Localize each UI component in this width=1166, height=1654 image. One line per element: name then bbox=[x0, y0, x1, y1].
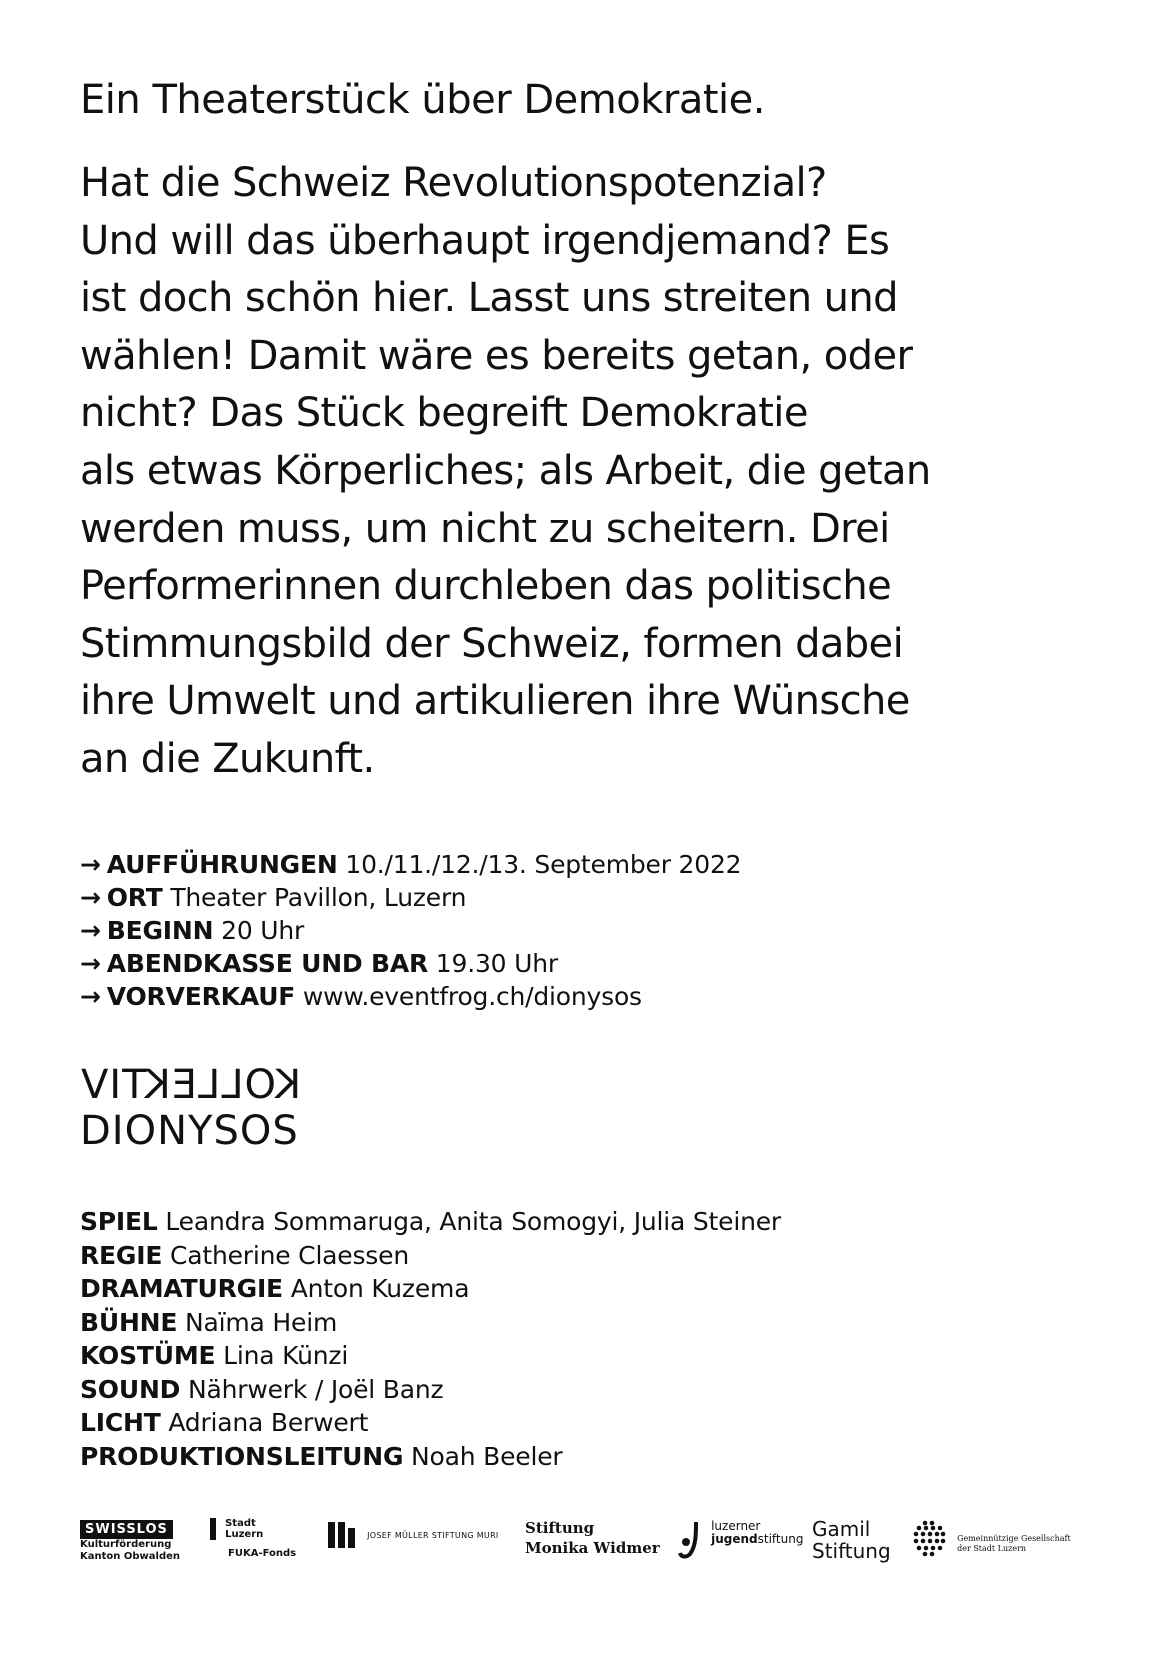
description-paragraph bbox=[80, 155, 1100, 789]
credit-row bbox=[80, 1272, 781, 1306]
credit-names: Noah Beeler bbox=[411, 1441, 563, 1471]
credit-role: BÜHNE bbox=[80, 1307, 178, 1337]
credit-names: Nährwerk / Joël Banz bbox=[187, 1374, 444, 1404]
swisslos-wordmark: SWISSLOS bbox=[80, 1520, 173, 1539]
credit-row bbox=[80, 1306, 781, 1340]
josef-mueller-stiftung-logo bbox=[328, 1522, 499, 1548]
josef-mueller-icon bbox=[328, 1522, 358, 1548]
description-line: an die Zukunft. bbox=[80, 735, 375, 782]
swisslos-logo bbox=[80, 1518, 180, 1563]
sponsor-text: der Stadt Luzern bbox=[957, 1544, 1027, 1553]
jugendstiftung-icon bbox=[678, 1520, 704, 1560]
credit-role: LICHT bbox=[80, 1408, 161, 1437]
credit-names: Naïma Heim bbox=[185, 1307, 338, 1337]
description-line: Stimmungsbild der Schweiz, formen dabei bbox=[80, 620, 904, 667]
sponsor-text: jugend bbox=[711, 1532, 758, 1546]
info-row-start bbox=[80, 914, 741, 947]
sponsor-text: Stiftung bbox=[525, 1519, 595, 1537]
arrow-right-icon: → bbox=[80, 982, 101, 1011]
credit-role: REGIE bbox=[80, 1240, 163, 1270]
sponsor-text: stiftung bbox=[757, 1532, 804, 1546]
sponsor-text: Stadt bbox=[225, 1518, 256, 1529]
description-line: ist doch schön hier. Lasst uns streiten und bbox=[80, 275, 898, 322]
credit-row bbox=[80, 1239, 781, 1273]
credit-row bbox=[80, 1373, 781, 1407]
credits-list bbox=[80, 1205, 781, 1473]
info-row-dates bbox=[80, 848, 741, 881]
kollektiv-dionysos-logo bbox=[80, 1062, 301, 1154]
info-value: 19.30 Uhr bbox=[435, 949, 558, 978]
sponsor-logos bbox=[80, 1518, 1100, 1578]
info-label: ORT bbox=[106, 883, 163, 912]
info-label: AUFFÜHRUNGEN bbox=[106, 850, 338, 879]
info-row-box-office bbox=[80, 947, 741, 980]
credit-role: SOUND bbox=[80, 1374, 181, 1404]
sponsor-text: Monika Widmer bbox=[525, 1539, 660, 1557]
logo-line-mirrored: KOLLEKTIV bbox=[80, 1062, 302, 1108]
sponsor-text: Gemeinnützige Gesellschaft bbox=[957, 1534, 1071, 1543]
info-value: 20 Uhr bbox=[221, 916, 305, 945]
logo-line: DIONYSOS bbox=[80, 1108, 299, 1154]
description-line: nicht? Das Stück begreift Demokratie bbox=[80, 390, 808, 437]
info-row-presale bbox=[80, 980, 741, 1013]
sponsor-text: Kanton Obwalden bbox=[80, 1551, 180, 1562]
sponsor-text: luzerner bbox=[711, 1519, 761, 1533]
sponsor-text: Luzern bbox=[225, 1529, 264, 1540]
credit-names: Leandra Sommaruga, Anita Somogyi, Julia Steiner bbox=[165, 1207, 781, 1236]
arrow-right-icon: → bbox=[80, 883, 101, 912]
gemeinnuetzige-gesellschaft-logo bbox=[912, 1520, 1071, 1558]
sponsor-text: JOSEF MÜLLER STIFTUNG MURI bbox=[367, 1530, 499, 1540]
luzern-icon bbox=[210, 1518, 216, 1540]
description-line: werden muss, um nicht zu scheitern. Drei bbox=[80, 505, 890, 552]
info-value: Theater Pavillon, Luzern bbox=[170, 883, 467, 912]
credit-role: KOSTÜME bbox=[80, 1341, 216, 1370]
info-label: VORVERKAUF bbox=[106, 982, 296, 1011]
arrow-right-icon: → bbox=[80, 916, 101, 945]
sponsor-text: FUKA-Fonds bbox=[228, 1548, 297, 1559]
stadt-luzern-logo bbox=[210, 1518, 296, 1560]
arrow-right-icon: → bbox=[80, 949, 101, 978]
presale-link[interactable]: www.eventfrog.ch/dionysos bbox=[302, 982, 642, 1011]
info-label: ABENDKASSE UND BAR bbox=[106, 949, 429, 978]
stiftung-monika-widmer-logo bbox=[525, 1518, 660, 1558]
info-label: BEGINN bbox=[106, 916, 214, 945]
arrow-right-icon: → bbox=[80, 850, 101, 879]
credit-names: Adriana Berwert bbox=[168, 1408, 369, 1437]
credit-role: DRAMATURGIE bbox=[80, 1274, 283, 1303]
credit-names: Anton Kuzema bbox=[290, 1274, 470, 1303]
description-line: wählen! Damit wäre es bereits getan, oder bbox=[80, 332, 913, 379]
sponsor-text: Kulturförderung bbox=[80, 1539, 172, 1550]
description-line: ihre Umwelt und artikulieren ihre Wünsche bbox=[80, 678, 910, 725]
credit-row bbox=[80, 1440, 781, 1474]
luzerner-jugendstiftung-logo bbox=[678, 1520, 803, 1560]
gamil-stiftung-logo bbox=[812, 1518, 891, 1562]
credit-role: PRODUKTIONSLEITUNG bbox=[80, 1441, 404, 1471]
page-subtitle: Ein Theaterstück über Demokratie. bbox=[80, 77, 765, 123]
info-row-location bbox=[80, 881, 741, 914]
sponsor-text: Gamil bbox=[812, 1517, 871, 1541]
credit-names: Lina Künzi bbox=[223, 1341, 349, 1370]
credit-role: SPIEL bbox=[80, 1207, 158, 1236]
description-line: Und will das überhaupt irgendjemand? Es bbox=[80, 217, 890, 264]
info-value: 10./11./12./13. September 2022 bbox=[345, 850, 742, 879]
credit-names: Catherine Claessen bbox=[169, 1240, 409, 1270]
sponsor-text: Stiftung bbox=[812, 1539, 891, 1563]
credit-row bbox=[80, 1406, 781, 1440]
description-line: Performerinnen durchleben das politische bbox=[80, 563, 892, 610]
description-line: Hat die Schweiz Revolutionspotenzial? bbox=[80, 160, 827, 206]
credit-row bbox=[80, 1339, 781, 1373]
credit-row bbox=[80, 1205, 781, 1239]
description-line: als etwas Körperliches; als Arbeit, die getan bbox=[80, 447, 931, 494]
dotted-circle-icon bbox=[912, 1520, 946, 1558]
event-info-list bbox=[80, 848, 741, 1013]
